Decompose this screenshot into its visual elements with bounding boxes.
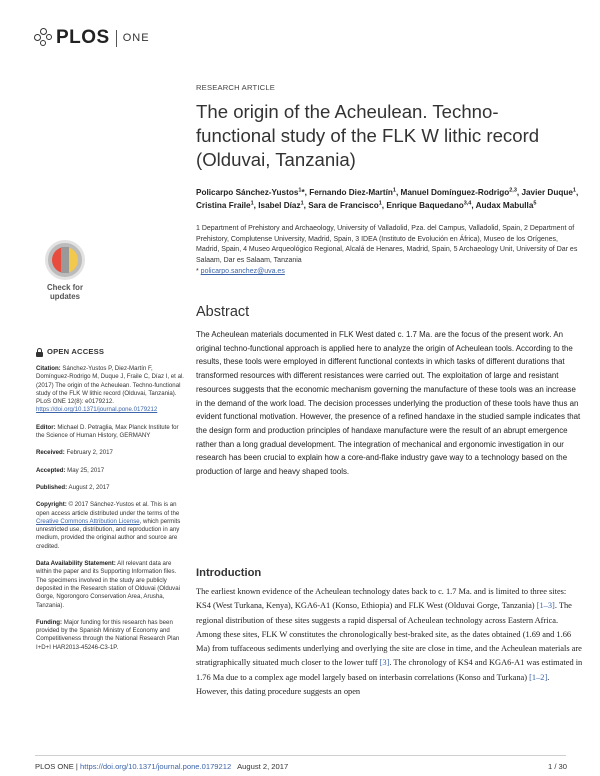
reference-link[interactable]: [1–3] xyxy=(536,601,555,611)
check-for-updates-badge[interactable] xyxy=(36,240,94,306)
author-name: Isabel Díaz$^1$, xyxy=(258,200,309,210)
crossmark-icon xyxy=(45,240,85,280)
article-title: The origin of the Acheulean. Techno-functional study of the FLK W lithic record (Olduvai, Tanzania) xyxy=(196,101,540,170)
citation: Citation: Sánchez-Yustos P, Diez-Martín F, Domínguez-Rodrigo M, Duque J, Fraile C, Díaz I, et al. (2017) The origin of the Acheulean. Techno-functional study of the FLK W lithic record (Olduvai, Tanzania). PLoS ONE 12(8): e0179212. https://doi.org/10.1371/journal.pone.0179212 xyxy=(36,365,184,414)
article-info-sidebar xyxy=(36,348,186,661)
open-lock-icon xyxy=(36,348,43,357)
article-type: RESEARCH ARTICLE xyxy=(196,83,276,92)
author-name: Cristina Fraile$^1$, xyxy=(196,200,259,210)
copyright: Copyright: © 2017 Sánchez-Yustos et al. This is an open access article distributed under the terms of the Creative Commons Attribution License, which permits unrestricted use, distribution, and reproduction in any medium, provided the original author and source are credited. xyxy=(36,501,181,550)
author-list xyxy=(196,185,581,211)
logo-one-text: ONE xyxy=(122,32,150,44)
reference-link[interactable]: [3] xyxy=(379,658,390,668)
footer-journal: PLOS ONE | xyxy=(35,762,81,771)
author-name: Manuel Domínguez-Rodrigo$^{2,3}$, xyxy=(400,187,522,197)
logo-divider xyxy=(116,30,117,47)
correspondence xyxy=(196,268,285,275)
plos-one-logo[interactable] xyxy=(34,26,150,50)
reference-link[interactable]: [1–2] xyxy=(529,672,548,682)
footer xyxy=(35,762,288,771)
license-link[interactable]: Creative Commons Attribution License xyxy=(36,517,140,525)
introduction-text: The earliest known evidence of the Acheulean technology dates back to c. 1.7 Ma. and is limited to three sites: KS4 (West Turkana, Kenya), KGA6-A1 (Konso, Ethiopia) and FLK West (Olduvai Gorge, Tanzania) [1–3]. The regional distribution of these sites suggests a rapid dispersal of Acheulean technology across Eastern Africa. Among these sites, FLK W constitutes the chronologically best-braked site, as the dates obtained (1.69 and 1.66 Ma) from tuffaceous sediments underlying and overlying the site are close in time, and the Acheulean materials are stratigraphically situated much closer to the lower tuff [3]. The chronology of KS4 and KGA6-A1 was estimated in 1.76 Ma due to a complex age model largely based on interbasin correlations (Konso and Turkana) [1–2]. However, this dating procedure suggests an open xyxy=(196,587,583,697)
abstract-text: The Acheulean materials documented in FLK West dated c. 1.7 Ma. are the focus of the present work. An original techno-functional approach is applied here to analyze the origin of Acheulean tools. According to the results, these tools were employed in different functional contexts in which tasks of different durations that transformed resources with different resistances were carried out. The exploitation of large and resistant resources suggests that the economic mechanism governing the manufacture of these tools was an increase in the demand of the work load. The decision processes underlying the production of these tools have thus an evident functional motivation. However, the presence of a refined handaxe in the studied sample indicates that the design form and production principles of handaxe manufacture were the result of an abrupt emergence rather than a long gradual development. The integration of mechanical and ergonomic investigation in our research has been crucial to explain how a core-and-flake industry gave way to a technology based on the production of large and heavy shaped tools. xyxy=(196,330,581,477)
funding: Funding: Major funding for this research has been provided by the Spanish Ministry of Economy and Competitiveness through the National Research Plan I+D+I HAR2013-45246-C3-1P. xyxy=(36,618,180,651)
author-name: Enrique Baquedano$^{3,4}$, xyxy=(386,200,476,210)
footer-divider xyxy=(35,755,566,756)
citation-doi-link[interactable]: https://doi.org/10.1371/journal.pone.0179212 xyxy=(36,406,158,414)
author-name: Policarpo Sánchez-Yustos$^1$*, xyxy=(196,187,310,197)
author-name: Sara de Francisco$^1$, xyxy=(308,200,387,210)
footer-date: August 2, 2017 xyxy=(231,762,289,771)
author-name: Javier Duque$^1$, xyxy=(521,187,579,197)
affiliations: 1 Department of Prehistory and Archaeology, University of Valladolid, Pza. del Campus, Valladolid, Spain, 2 Department of Prehistory, Complutense University, Madrid, Spain, 3 IDEA (Instituto de Evolución en África), Museo de los Orígenes, Madrid, Spain, 4 Museo Arqueológico Regional, Alcalá de Henares, Madrid, Spain, 5 Archaeology Unit, University of Dar es Salaam, Dar es Salaam, Tanzania xyxy=(196,225,578,264)
accepted-date: Accepted: May 25, 2017 xyxy=(36,466,105,474)
logo-plos-text: PLOS xyxy=(56,27,110,48)
author-name: Fernando Diez-Martín$^1$, xyxy=(309,187,401,197)
abstract-heading: Abstract xyxy=(196,304,250,320)
editor: Editor: Michael D. Petraglia, Max Planck Institute for the Science of Human History, GERMANY xyxy=(36,423,179,440)
introduction-heading: Introduction xyxy=(196,567,262,579)
published-date: Published: August 2, 2017 xyxy=(36,483,110,491)
plos-dots-icon xyxy=(34,28,54,48)
data-availability: Data Availability Statement: All relevant data are within the paper and its Supporting Information files. The specimens involved in the study are publicly deposited in the Research station of Olduvai (Olduvai Gorge, Ngorongoro Conservation Area, Arusha, Tanzania). xyxy=(36,560,180,609)
page-number: 1 / 30 xyxy=(548,762,567,771)
footer-doi-link[interactable]: https://doi.org/10.1371/journal.pone.0179212 xyxy=(80,762,232,771)
author-name: Audax Mabulla$^5$ xyxy=(475,200,537,210)
badge-text: Check for updates xyxy=(47,283,83,301)
received-date: Received: February 2, 2017 xyxy=(36,449,113,457)
correspondence-email-link[interactable]: policarpo.sanchez@uva.es xyxy=(200,268,285,275)
correspondence-marker: * xyxy=(196,268,201,275)
open-access-label: OPEN ACCESS xyxy=(36,348,186,357)
